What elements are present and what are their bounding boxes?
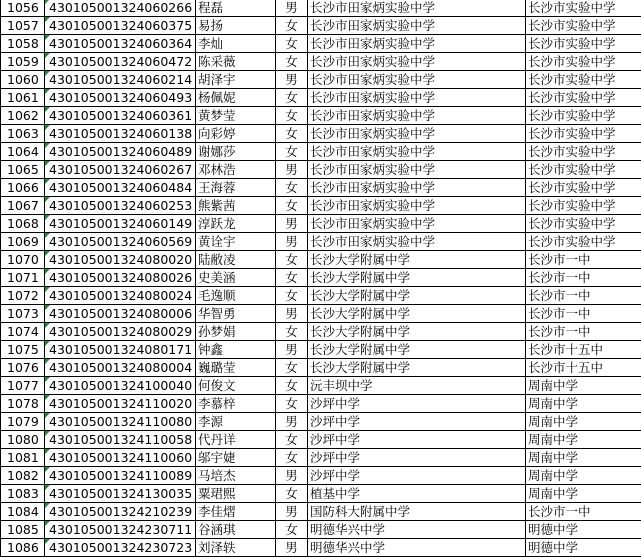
table-row[interactable] [1,413,641,431]
row-number-cell[interactable]: 1077 [1,377,45,395]
row-number-cell[interactable]: 1058 [1,35,45,53]
student-name-cell[interactable]: 李慕梓 [196,395,276,413]
table-row[interactable] [1,341,641,359]
origin-school-cell[interactable]: 长沙市田家炳实验中学 [308,143,526,161]
admitted-school-cell[interactable]: 长沙市实验中学 [526,0,641,17]
table-row[interactable] [1,449,641,467]
student-name-cell[interactable]: 谢娜莎 [196,143,276,161]
student-id-cell[interactable]: 430105001324060375 [45,17,196,35]
student-name-cell[interactable]: 熊紫茜 [196,197,276,215]
student-id-cell[interactable]: 430105001324060214 [45,71,196,89]
student-id-cell[interactable]: 430105001324110080 [45,413,196,431]
origin-school-cell[interactable]: 明德华兴中学 [308,521,526,539]
gender-cell[interactable]: 女 [276,53,308,71]
student-id-cell[interactable]: 430105001324060364 [45,35,196,53]
row-number-cell[interactable]: 1069 [1,233,45,251]
student-id-cell[interactable]: 430105001324110058 [45,431,196,449]
gender-cell[interactable]: 女 [276,395,308,413]
row-number-cell[interactable]: 1059 [1,53,45,71]
row-number-cell[interactable]: 1056 [1,0,45,17]
student-name-cell[interactable]: 毛逸顺 [196,287,276,305]
table-row[interactable] [1,377,641,395]
table-row[interactable] [1,521,641,539]
gender-cell[interactable]: 女 [276,125,308,143]
gender-cell[interactable]: 男 [276,467,308,485]
origin-school-cell[interactable]: 长沙市田家炳实验中学 [308,125,526,143]
student-id-cell[interactable]: 430105001324060149 [45,215,196,233]
admitted-school-cell[interactable]: 长沙市一中 [526,503,641,521]
row-number-cell[interactable]: 1063 [1,125,45,143]
origin-school-cell[interactable]: 长沙大学附属中学 [308,359,526,377]
student-id-cell[interactable]: 430105001324100040 [45,377,196,395]
gender-cell[interactable]: 男 [276,413,308,431]
gender-cell[interactable]: 女 [276,269,308,287]
gender-cell[interactable]: 男 [276,161,308,179]
table-row[interactable] [1,161,641,179]
admitted-school-cell[interactable]: 长沙市实验中学 [526,35,641,53]
gender-cell[interactable]: 女 [276,143,308,161]
student-name-cell[interactable]: 华智勇 [196,305,276,323]
gender-cell[interactable]: 女 [276,431,308,449]
gender-cell[interactable]: 男 [276,233,308,251]
table-row[interactable] [1,143,641,161]
table-row[interactable] [1,251,641,269]
table-row[interactable] [1,35,641,53]
origin-school-cell[interactable]: 沙坪中学 [308,467,526,485]
student-name-cell[interactable]: 胡泽宇 [196,71,276,89]
row-number-cell[interactable]: 1074 [1,323,45,341]
origin-school-cell[interactable]: 沙坪中学 [308,395,526,413]
row-number-cell[interactable]: 1067 [1,197,45,215]
gender-cell[interactable]: 女 [276,107,308,125]
table-row[interactable] [1,233,641,251]
student-name-cell[interactable]: 黄梦莹 [196,107,276,125]
student-name-cell[interactable]: 易扬 [196,17,276,35]
origin-school-cell[interactable]: 长沙大学附属中学 [308,341,526,359]
row-number-cell[interactable]: 1066 [1,179,45,197]
origin-school-cell[interactable]: 长沙市田家炳实验中学 [308,53,526,71]
student-id-cell[interactable]: 430105001324080026 [45,269,196,287]
gender-cell[interactable]: 女 [276,323,308,341]
origin-school-cell[interactable]: 长沙市田家炳实验中学 [308,0,526,17]
row-number-cell[interactable]: 1085 [1,521,45,539]
student-id-cell[interactable]: 430105001324230723 [45,539,196,557]
origin-school-cell[interactable]: 长沙市田家炳实验中学 [308,71,526,89]
admitted-school-cell[interactable]: 周南中学 [526,413,641,431]
student-name-cell[interactable]: 巍璐莹 [196,359,276,377]
student-id-cell[interactable]: 430105001324210239 [45,503,196,521]
student-name-cell[interactable]: 李灿 [196,35,276,53]
table-row[interactable] [1,539,641,557]
admitted-school-cell[interactable]: 周南中学 [526,449,641,467]
table-row[interactable] [1,323,641,341]
admitted-school-cell[interactable]: 长沙市十五中 [526,359,641,377]
student-name-cell[interactable]: 马培杰 [196,467,276,485]
origin-school-cell[interactable]: 植基中学 [308,485,526,503]
admitted-school-cell[interactable]: 周南中学 [526,485,641,503]
student-name-cell[interactable]: 代丹详 [196,431,276,449]
student-name-cell[interactable]: 黄诠宇 [196,233,276,251]
admitted-school-cell[interactable]: 周南中学 [526,467,641,485]
student-id-cell[interactable]: 430105001324230711 [45,521,196,539]
student-id-cell[interactable]: 430105001324060138 [45,125,196,143]
origin-school-cell[interactable]: 国防科大附属中学 [308,503,526,521]
student-name-cell[interactable]: 李源 [196,413,276,431]
row-number-cell[interactable]: 1070 [1,251,45,269]
gender-cell[interactable]: 女 [276,197,308,215]
student-id-cell[interactable]: 430105001324110020 [45,395,196,413]
student-id-cell[interactable]: 430105001324060253 [45,197,196,215]
admitted-school-cell[interactable]: 明德中学 [526,539,641,557]
student-id-cell[interactable]: 430105001324060569 [45,233,196,251]
table-row[interactable] [1,395,641,413]
student-name-cell[interactable]: 史美涵 [196,269,276,287]
student-id-cell[interactable]: 430105001324080171 [45,341,196,359]
student-name-cell[interactable]: 邬宇婕 [196,449,276,467]
row-number-cell[interactable]: 1075 [1,341,45,359]
student-name-cell[interactable]: 程磊 [196,0,276,17]
origin-school-cell[interactable]: 长沙大学附属中学 [308,323,526,341]
origin-school-cell[interactable]: 长沙市田家炳实验中学 [308,197,526,215]
gender-cell[interactable]: 女 [276,251,308,269]
gender-cell[interactable]: 女 [276,377,308,395]
row-number-cell[interactable]: 1057 [1,17,45,35]
gender-cell[interactable]: 女 [276,359,308,377]
student-id-cell[interactable]: 430105001324080020 [45,251,196,269]
row-number-cell[interactable]: 1086 [1,539,45,557]
table-row[interactable] [1,17,641,35]
table-row[interactable] [1,359,641,377]
student-id-cell[interactable]: 430105001324060361 [45,107,196,125]
gender-cell[interactable]: 女 [276,521,308,539]
admitted-school-cell[interactable]: 长沙市实验中学 [526,161,641,179]
row-number-cell[interactable]: 1082 [1,467,45,485]
origin-school-cell[interactable]: 明德华兴中学 [308,539,526,557]
table-row[interactable] [1,71,641,89]
row-number-cell[interactable]: 1065 [1,161,45,179]
student-id-cell[interactable]: 430105001324060489 [45,143,196,161]
origin-school-cell[interactable]: 长沙大学附属中学 [308,251,526,269]
row-number-cell[interactable]: 1083 [1,485,45,503]
origin-school-cell[interactable]: 长沙大学附属中学 [308,287,526,305]
gender-cell[interactable]: 男 [276,71,308,89]
origin-school-cell[interactable]: 长沙市田家炳实验中学 [308,89,526,107]
row-number-cell[interactable]: 1079 [1,413,45,431]
student-name-cell[interactable]: 谷涵琪 [196,521,276,539]
admitted-school-cell[interactable]: 长沙市实验中学 [526,71,641,89]
origin-school-cell[interactable]: 长沙市田家炳实验中学 [308,107,526,125]
row-number-cell[interactable]: 1076 [1,359,45,377]
admitted-school-cell[interactable]: 长沙市一中 [526,305,641,323]
table-row[interactable] [1,89,641,107]
row-number-cell[interactable]: 1064 [1,143,45,161]
gender-cell[interactable]: 男 [276,341,308,359]
admitted-school-cell[interactable]: 长沙市实验中学 [526,17,641,35]
table-row[interactable] [1,197,641,215]
admitted-school-cell[interactable]: 长沙市实验中学 [526,89,641,107]
student-id-cell[interactable]: 430105001324110089 [45,467,196,485]
student-name-cell[interactable]: 钟鑫 [196,341,276,359]
row-number-cell[interactable]: 1071 [1,269,45,287]
admitted-school-cell[interactable]: 周南中学 [526,377,641,395]
table-row[interactable] [1,485,641,503]
gender-cell[interactable]: 男 [276,0,308,17]
table-row[interactable] [1,53,641,71]
gender-cell[interactable]: 男 [276,539,308,557]
student-name-cell[interactable]: 刘泽轶 [196,539,276,557]
origin-school-cell[interactable]: 长沙大学附属中学 [308,305,526,323]
gender-cell[interactable]: 男 [276,305,308,323]
origin-school-cell[interactable]: 沙坪中学 [308,413,526,431]
student-id-cell[interactable]: 430105001324060267 [45,161,196,179]
row-number-cell[interactable]: 1068 [1,215,45,233]
row-number-cell[interactable]: 1060 [1,71,45,89]
student-id-cell[interactable]: 430105001324130035 [45,485,196,503]
row-number-cell[interactable]: 1061 [1,89,45,107]
admitted-school-cell[interactable]: 长沙市实验中学 [526,179,641,197]
admitted-school-cell[interactable]: 长沙市实验中学 [526,215,641,233]
student-name-cell[interactable]: 王海蓉 [196,179,276,197]
student-id-cell[interactable]: 430105001324080029 [45,323,196,341]
admitted-school-cell[interactable]: 长沙市实验中学 [526,233,641,251]
gender-cell[interactable]: 男 [276,503,308,521]
table-row[interactable] [1,503,641,521]
admitted-school-cell[interactable]: 长沙市实验中学 [526,107,641,125]
student-id-cell[interactable]: 430105001324060266 [45,0,196,17]
origin-school-cell[interactable]: 长沙市田家炳实验中学 [308,161,526,179]
origin-school-cell[interactable]: 长沙市田家炳实验中学 [308,233,526,251]
student-id-cell[interactable]: 430105001324080006 [45,305,196,323]
admitted-school-cell[interactable]: 长沙市一中 [526,323,641,341]
gender-cell[interactable]: 女 [276,287,308,305]
row-number-cell[interactable]: 1078 [1,395,45,413]
student-name-cell[interactable]: 李佳熠 [196,503,276,521]
origin-school-cell[interactable]: 长沙市田家炳实验中学 [308,17,526,35]
admitted-school-cell[interactable]: 周南中学 [526,431,641,449]
table-row[interactable] [1,215,641,233]
student-name-cell[interactable]: 杨佩妮 [196,89,276,107]
student-id-cell[interactable]: 430105001324060493 [45,89,196,107]
gender-cell[interactable]: 男 [276,215,308,233]
origin-school-cell[interactable]: 沙坪中学 [308,449,526,467]
admitted-school-cell[interactable]: 长沙市实验中学 [526,125,641,143]
admitted-school-cell[interactable]: 长沙市一中 [526,269,641,287]
table-row[interactable] [1,431,641,449]
row-number-cell[interactable]: 1081 [1,449,45,467]
row-number-cell[interactable]: 1084 [1,503,45,521]
admitted-school-cell[interactable]: 周南中学 [526,395,641,413]
origin-school-cell[interactable]: 沅丰坝中学 [308,377,526,395]
admitted-school-cell[interactable]: 长沙市实验中学 [526,143,641,161]
student-name-cell[interactable]: 粟珺熙 [196,485,276,503]
row-number-cell[interactable]: 1073 [1,305,45,323]
admitted-school-cell[interactable]: 长沙市实验中学 [526,53,641,71]
table-body [1,0,641,557]
student-name-cell[interactable]: 何俊文 [196,377,276,395]
student-id-cell[interactable]: 430105001324060472 [45,53,196,71]
row-number-cell[interactable]: 1072 [1,287,45,305]
gender-cell[interactable]: 女 [276,89,308,107]
admitted-school-cell[interactable]: 长沙市十五中 [526,341,641,359]
row-number-cell[interactable]: 1062 [1,107,45,125]
gender-cell[interactable]: 女 [276,17,308,35]
gender-cell[interactable]: 女 [276,485,308,503]
row-number-cell[interactable]: 1080 [1,431,45,449]
student-name-cell[interactable]: 邓林浩 [196,161,276,179]
student-name-cell[interactable]: 孙梦娟 [196,323,276,341]
table-row[interactable] [1,287,641,305]
student-id-cell[interactable]: 430105001324080024 [45,287,196,305]
origin-school-cell[interactable]: 长沙市田家炳实验中学 [308,179,526,197]
origin-school-cell[interactable]: 长沙市田家炳实验中学 [308,215,526,233]
origin-school-cell[interactable]: 沙坪中学 [308,431,526,449]
table-row[interactable] [1,0,641,17]
student-id-cell[interactable]: 430105001324080004 [45,359,196,377]
gender-cell[interactable]: 女 [276,449,308,467]
student-id-cell[interactable]: 430105001324110060 [45,449,196,467]
student-name-cell[interactable]: 陈采薇 [196,53,276,71]
gender-cell[interactable]: 女 [276,179,308,197]
table-row[interactable] [1,107,641,125]
student-id-cell[interactable]: 430105001324060484 [45,179,196,197]
admitted-school-cell[interactable]: 明德中学 [526,521,641,539]
admitted-school-cell[interactable]: 长沙市实验中学 [526,197,641,215]
table-row[interactable] [1,179,641,197]
admitted-school-cell[interactable]: 长沙市一中 [526,287,641,305]
origin-school-cell[interactable]: 长沙市田家炳实验中学 [308,35,526,53]
admitted-school-cell[interactable]: 长沙市一中 [526,251,641,269]
student-name-cell[interactable]: 陆敝凌 [196,251,276,269]
gender-cell[interactable]: 女 [276,35,308,53]
table-row[interactable] [1,125,641,143]
table-row[interactable] [1,305,641,323]
student-name-cell[interactable]: 淳跃龙 [196,215,276,233]
origin-school-cell[interactable]: 长沙大学附属中学 [308,269,526,287]
student-name-cell[interactable]: 向彩婷 [196,125,276,143]
table-row[interactable] [1,269,641,287]
table-row[interactable] [1,467,641,485]
